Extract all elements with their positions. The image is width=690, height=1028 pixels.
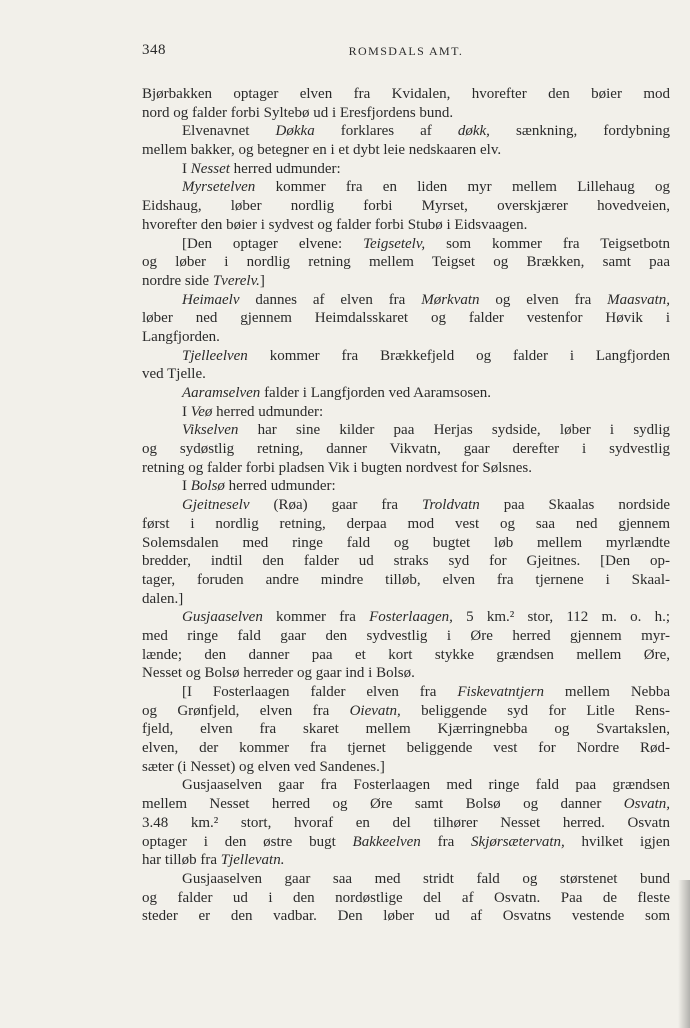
italic-term: Fiskevatntjern [457, 684, 544, 700]
text-run: mellem Nesset herred og Øre samt Bolsø og danner [142, 796, 624, 813]
text-line: ved Tjelle. [142, 366, 206, 383]
text-line: lænde; den danner paa et kort stykke grændsen mellem Øre, [142, 646, 670, 663]
running-head: ROMSDALS AMT. [348, 44, 464, 58]
text-run: herred udmunder: [212, 403, 324, 420]
italic-term: Heimaelv [182, 291, 240, 308]
italic-term: Oievatn, [349, 702, 401, 719]
italic-term: Troldvatn [421, 497, 480, 514]
text-run: 5 km.² stor, 112 m. o. h.; [452, 609, 670, 626]
italic-term: Gusjaaselven [182, 609, 263, 626]
text-line: bredder, indtil den falder ud straks syd for Gjeitnes. [Den op- [142, 553, 670, 570]
text-line: og løber i nordlig retning mellem Teigset og Brækken, samt paa [142, 254, 670, 271]
text-line: og falder ud i den nordøstlige del af Osvatn. Paa de fleste [142, 889, 670, 906]
text-line [142, 421, 670, 440]
page-edge-shadow [678, 880, 690, 1028]
text-line: løber ned gjennem Heimdalsskaret og falder vestenfor Høvik i [142, 310, 670, 327]
text-line [142, 384, 670, 403]
text-line: nord og falder forbi Syltebø ud i Eresfjordens bund. [142, 104, 454, 121]
text-run: paa Skaalas nordside [479, 497, 670, 514]
text-line: sæter (i Nesset) og elven ved Sandenes.] [142, 758, 385, 775]
text-line: elven, der kommer fra tjernet beliggende vest for Nordre Rød- [142, 740, 670, 757]
italic-term: Aaramselven [182, 385, 261, 401]
text-line [142, 347, 670, 366]
italic-term: Tjellevatn. [220, 852, 285, 869]
text-line [142, 122, 670, 141]
text-line: mellem bakker, og betegner en i et dybt leie nedskaaren elv. [142, 142, 502, 159]
italic-term: Bolsø [190, 478, 225, 495]
text-line: 3.48 km.² stort, hvoraf en del tilhører Nesset herred. Osvatn [142, 814, 670, 831]
text-run: har tilløb fra [142, 852, 221, 869]
text-line: Eidshaug, løber nordlig forbi Myrset, overskjærer hovedveien, [142, 198, 670, 215]
text-line: steder er den vadbar. Den løber ud af Osvatns vestende som [142, 908, 670, 925]
text-run: I [182, 160, 191, 177]
text-run: dannes af elven fra [239, 291, 422, 308]
italic-term: Døkka [275, 123, 315, 140]
text-run: fra [420, 833, 472, 850]
italic-term: Vikselven [182, 422, 239, 439]
italic-term: Myrsetelven [182, 179, 256, 196]
text-run: nordre side [142, 272, 213, 289]
text-line: Langfjorden. [142, 328, 220, 345]
text-run: Elvenavnet [182, 123, 276, 140]
text-run: beliggende syd for Litle Rens- [400, 702, 670, 719]
text-run: mellem Nebba [544, 684, 670, 700]
italic-term: døkk, [457, 123, 490, 140]
text-line: fjeld, elven fra skaret mellem Kjærringnebba og Svartakslen, [142, 721, 670, 738]
text-run: optager i den østre bugt [142, 833, 353, 850]
text-line: Gusjaaselven gaar fra Fosterlaagen med ringe fald paa grændsen [182, 777, 670, 794]
text-line: Bjørbakken optager elven fra Kvidalen, hvorefter den bøier mod [142, 86, 670, 102]
text-line [142, 833, 670, 852]
text-line [142, 496, 670, 515]
text-run: og elven fra [479, 291, 608, 308]
text-run: har sine kilder paa Herjas sydside, løber i sydlig [238, 422, 670, 439]
text-line: retning og falder forbi pladsen Vik i bugten nordvest for Sølsnes. [142, 459, 532, 476]
text-run: herred udmunder: [229, 160, 341, 177]
italic-term: Tjelleelven [182, 347, 248, 364]
italic-term: Bakkeelven [352, 833, 421, 850]
italic-term: Tverelv. [212, 272, 260, 289]
text-run: ] [259, 272, 265, 289]
text-run: (Røa) gaar fra [249, 497, 422, 514]
text-line: dalen.] [142, 590, 184, 607]
text-run: kommer fra en liden myr mellem Lillehaug og [255, 179, 670, 196]
text-run: falder i Langfjorden ved Aaramsosen. [260, 385, 492, 401]
page-number: 348 [142, 42, 166, 58]
text-line [142, 851, 670, 870]
text-line: først i nordlig retning, derpaa mod vest og saa ned gjennem [142, 515, 670, 532]
text-run: som kommer fra Teigsetbotn [425, 235, 670, 252]
italic-term: Nesset [190, 160, 230, 177]
italic-term: Teigsetelv, [363, 235, 426, 252]
italic-term: Veø [190, 403, 213, 420]
italic-term: Fosterlaagen, [369, 609, 453, 626]
page-header [142, 42, 670, 62]
text-line [142, 178, 670, 197]
text-line [142, 235, 670, 254]
text-line: hvorefter den bøier i sydvest og falder forbi Stubø i Eidsvaagen. [142, 216, 528, 233]
italic-term: Skjørsætervatn, [471, 833, 565, 850]
text-line [142, 477, 670, 496]
text-body [142, 85, 670, 926]
text-run: sænkning, fordybning [489, 123, 670, 140]
italic-term: Gjeitneselv [182, 497, 250, 514]
text-run: forklares af [314, 123, 458, 140]
text-run: hvilket igjen [564, 833, 670, 850]
text-line: Nesset og Bolsø herreder og gaar ind i Bolsø. [142, 665, 415, 682]
text-run: [I Fosterlaagen falder elven fra [182, 684, 458, 700]
text-line [142, 403, 670, 422]
text-run: herred udmunder: [224, 478, 336, 495]
italic-term: Mørkvatn [421, 291, 480, 308]
text-line: tager, foruden andre mindre tilløb, elven fra tjernene i Skaal- [142, 571, 670, 588]
text-line: med ringe fald gaar den sydvestlig i Øre herred gjennem myr- [142, 627, 670, 644]
text-line [142, 608, 670, 627]
text-line [142, 702, 670, 721]
text-run: kommer fra Brækkefjeld og falder i Langfjorden [247, 347, 670, 364]
italic-term: Osvatn, [623, 796, 670, 813]
text-run: kommer fra [262, 609, 370, 626]
text-line: og sydøstlig retning, danner Vikvatn, gaar derefter i sydvestlig [142, 441, 670, 458]
text-line: Gusjaaselven gaar saa med stridt fald og størstenet bund [182, 870, 670, 887]
text-line [142, 683, 670, 702]
text-line [142, 272, 670, 291]
text-line: Solemsdalen med ringe fald og bugtet løb mellem myrlændte [142, 534, 670, 551]
text-line [142, 160, 670, 179]
text-line [142, 795, 670, 814]
italic-term: Maasvatn, [607, 291, 670, 308]
text-run: [Den optager elvene: [182, 235, 364, 252]
text-run: og Grønfjeld, elven fra [142, 702, 350, 719]
text-run: I [182, 478, 191, 495]
text-line [142, 291, 670, 310]
text-run: I [182, 403, 191, 420]
